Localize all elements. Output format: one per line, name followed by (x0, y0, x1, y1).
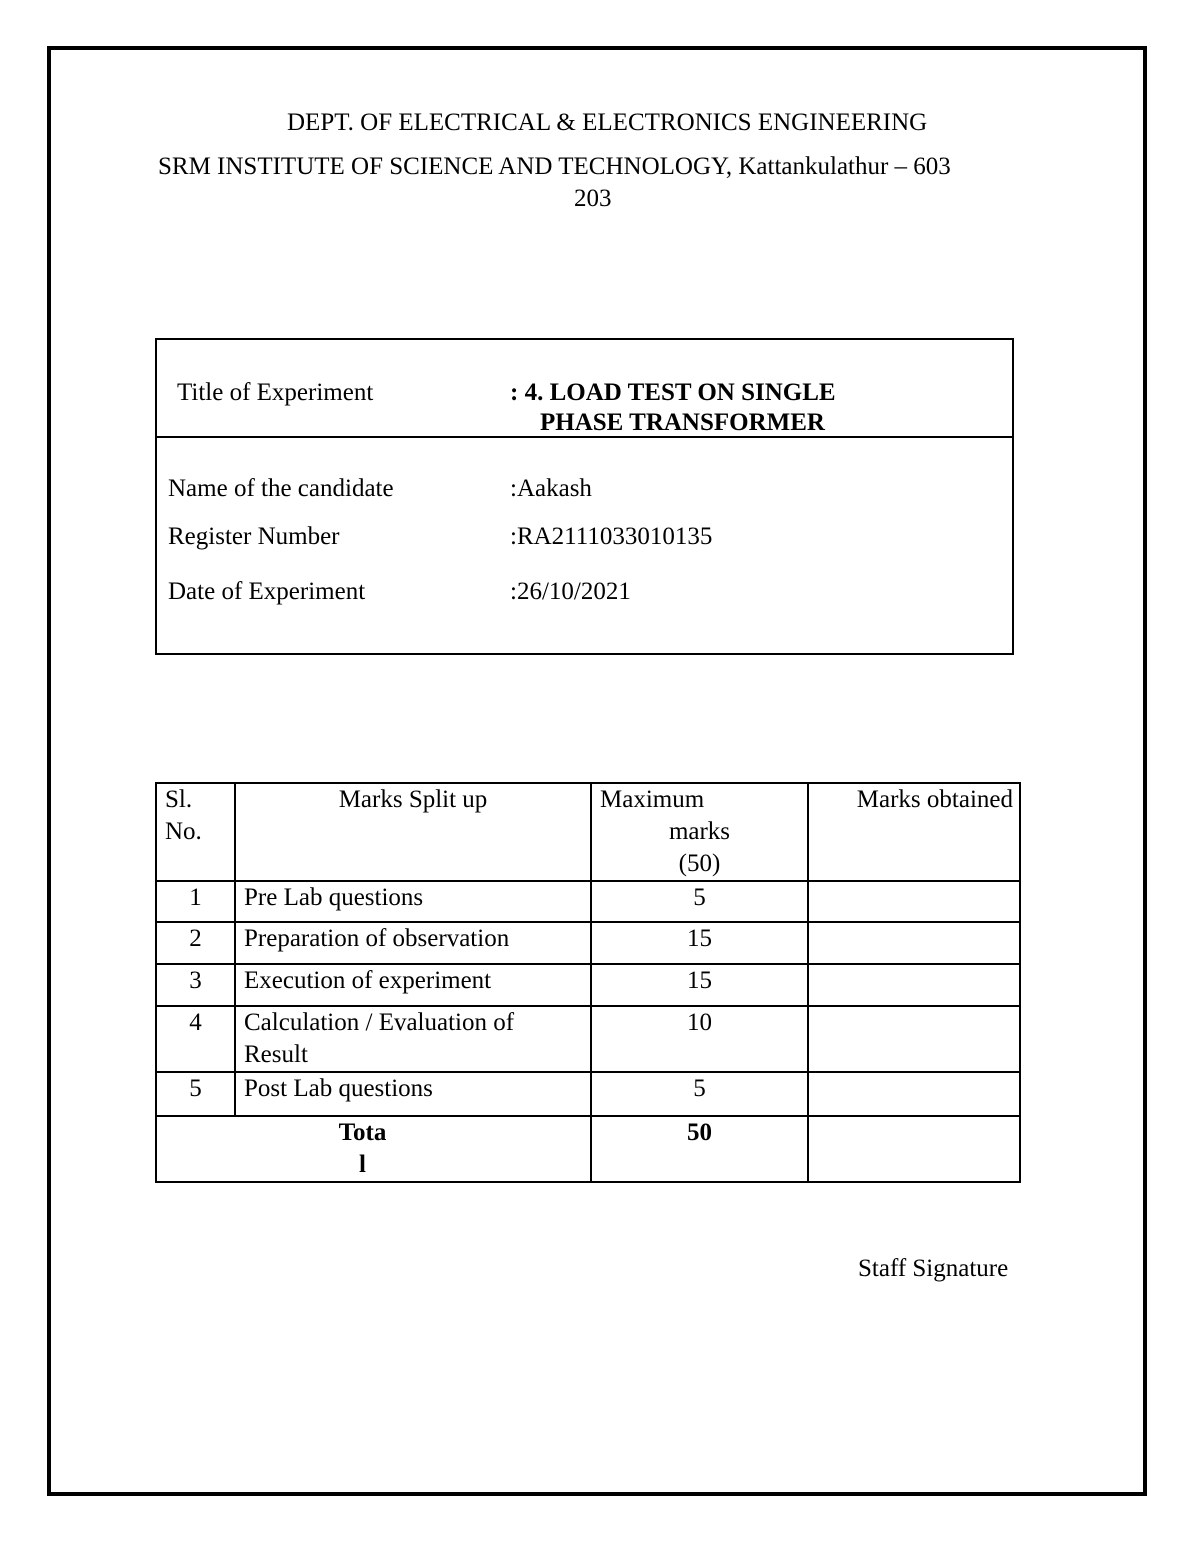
total-label (156, 1116, 591, 1182)
info-divider (157, 436, 1012, 438)
total-row (156, 1116, 1020, 1182)
date-value: :26/10/2021 (510, 578, 631, 605)
marks-table (155, 782, 1021, 1183)
table-row (156, 1006, 1020, 1072)
row-item (235, 1006, 591, 1072)
title-value-line2: PHASE TRANSFORMER (540, 409, 825, 436)
name-label: Name of the candidate (168, 475, 394, 502)
institute-heading-pincode: 203 (574, 185, 612, 212)
row-max: 5 (591, 881, 808, 922)
row-obtained (808, 1006, 1020, 1072)
row-item-line2: Result (244, 1041, 308, 1068)
row-sl: 3 (156, 964, 235, 1006)
row-max: 15 (591, 964, 808, 1006)
table-row (156, 1072, 1020, 1116)
header-obtained (808, 783, 1020, 881)
row-item: Execution of experiment (235, 964, 591, 1006)
title-label: Title of Experiment (177, 379, 374, 406)
header-obtained-text: Marks obtained (856, 786, 1013, 813)
row-sl: 5 (156, 1072, 235, 1116)
register-value: :RA2111033010135 (510, 523, 713, 550)
header-split (235, 783, 591, 881)
row-item: Pre Lab questions (235, 881, 591, 922)
header-sl (156, 783, 235, 881)
header-max-line1: Maximum (600, 786, 705, 813)
total-max: 50 (591, 1116, 808, 1182)
table-row (156, 964, 1020, 1006)
row-max: 5 (591, 1072, 808, 1116)
row-obtained (808, 922, 1020, 964)
institute-heading: SRM INSTITUTE OF SCIENCE AND TECHNOLOGY, Kattankulathur – 603 (158, 153, 951, 180)
table-row (156, 922, 1020, 964)
row-sl: 1 (156, 881, 235, 922)
total-obtained (808, 1116, 1020, 1182)
total-label-line2: l (359, 1151, 366, 1178)
header-sl-line1: Sl. (165, 786, 193, 813)
header-max-line3: (50) (678, 850, 721, 877)
row-obtained (808, 881, 1020, 922)
title-value: : 4. LOAD TEST ON SINGLE (510, 379, 836, 406)
date-label: Date of Experiment (168, 578, 366, 605)
table-header-row (156, 783, 1020, 881)
table-row (156, 881, 1020, 922)
total-label-line1: Tota (338, 1119, 387, 1146)
row-sl: 4 (156, 1006, 235, 1072)
row-max: 15 (591, 922, 808, 964)
name-value: :Aakash (510, 475, 592, 502)
header-sl-line2: No. (165, 818, 202, 845)
header-max-line2: marks (668, 818, 731, 845)
register-label: Register Number (168, 523, 340, 550)
row-max: 10 (591, 1006, 808, 1072)
header-max (591, 783, 808, 881)
department-heading: DEPT. OF ELECTRICAL & ELECTRONICS ENGINEERING (287, 109, 928, 136)
row-sl: 2 (156, 922, 235, 964)
experiment-info-box (155, 338, 1014, 655)
header-split-text: Marks Split up (338, 786, 488, 813)
row-item: Post Lab questions (235, 1072, 591, 1116)
row-item: Preparation of observation (235, 922, 591, 964)
row-item-line1: Calculation / Evaluation of (244, 1009, 515, 1036)
staff-signature-label: Staff Signature (858, 1255, 1009, 1282)
row-obtained (808, 1072, 1020, 1116)
row-obtained (808, 964, 1020, 1006)
